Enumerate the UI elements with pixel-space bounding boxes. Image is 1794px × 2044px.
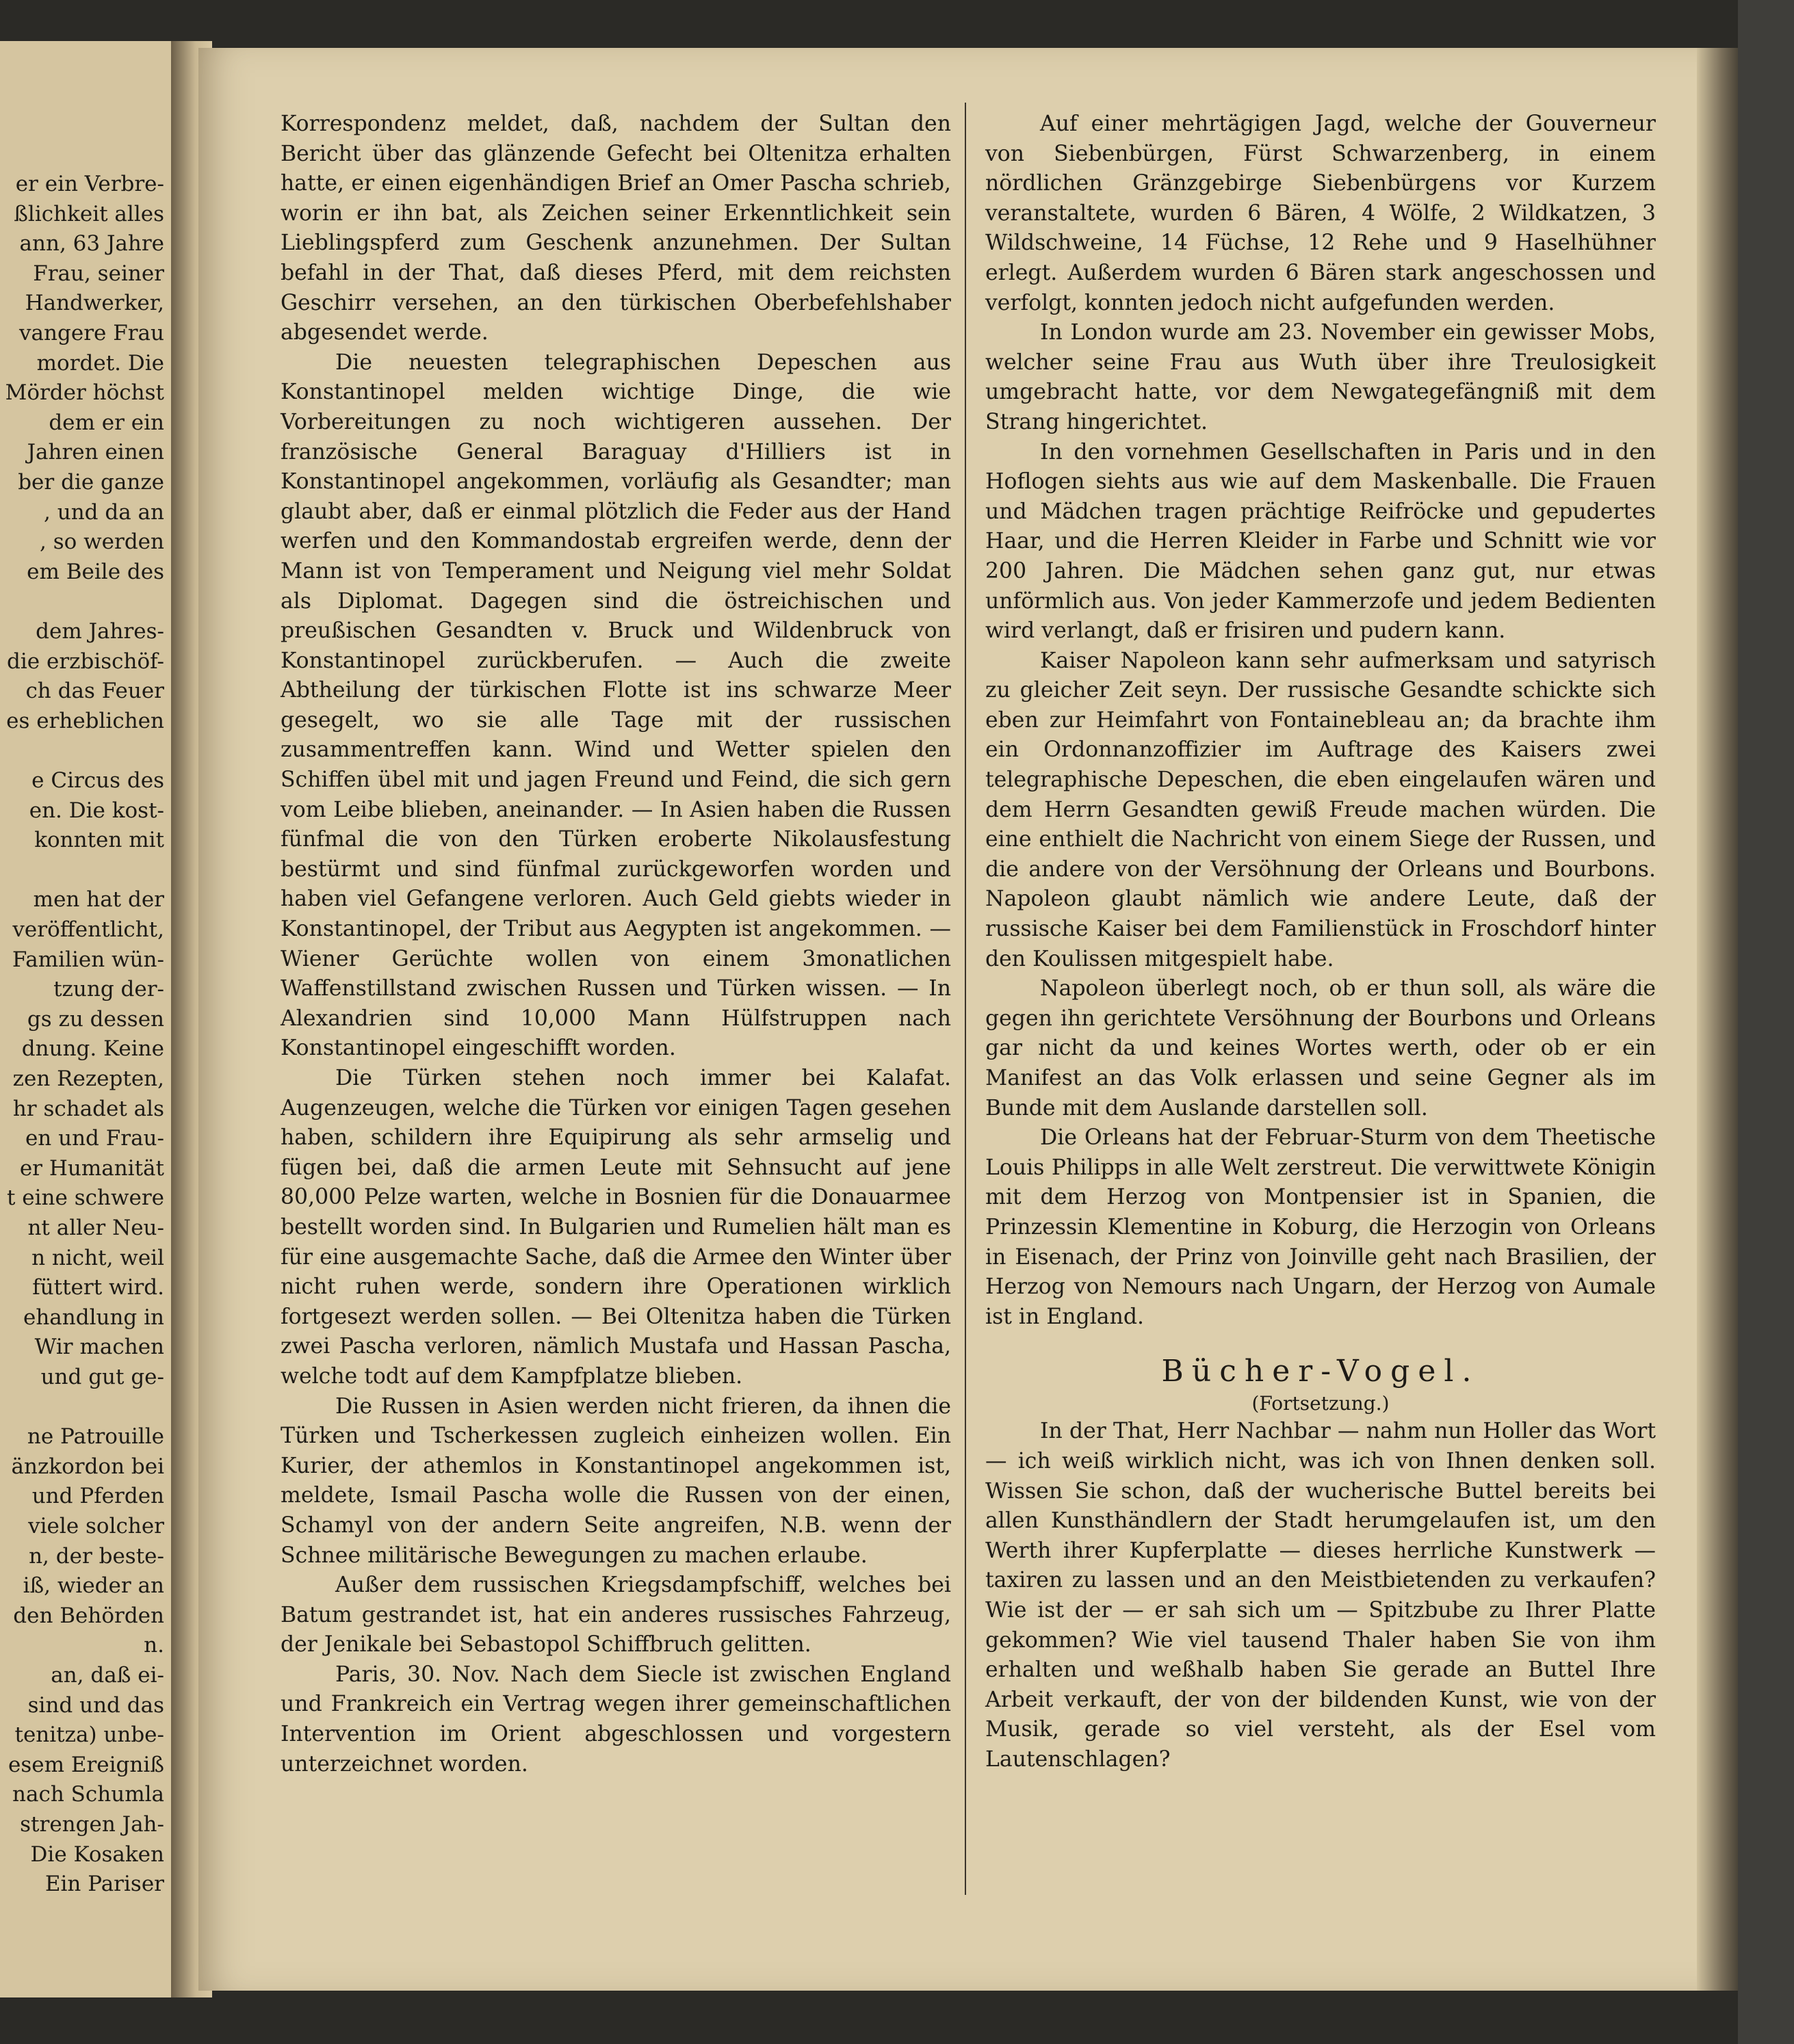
left-page-text-fragment: en und Frau-	[25, 1126, 164, 1151]
left-page-edge	[0, 41, 198, 1997]
left-page-text-fragment: en. Die kost-	[29, 798, 164, 823]
left-page-text-fragment: Familien wün-	[12, 947, 164, 972]
left-page-text-fragment: ber die ganze	[18, 470, 164, 495]
left-page-text-fragment: Ein Pariser	[44, 1872, 164, 1897]
paragraph: Napoleon überlegt noch, ob er thun soll, als wäre die gegen ihn gerichtete Versöhnung der Bourbons und Orleans gar nicht da und keines Wortes werth, oder ob er ein Manifest an das Volk erlassen und seine Gegner als im Bunde mit dem Auslande darstellen soll.	[985, 976, 1656, 1121]
article-column-middle	[281, 109, 951, 1779]
left-page-text-fragment: , so werden	[40, 529, 164, 555]
paragraph: Paris, 30. Nov. Nach dem Siecle ist zwischen England und Frankreich ein Vertrag wegen ihrer gemeinschaftlichen Intervention im Orient abgeschlossen und vorgestern unterzeichnet worden.	[281, 1662, 951, 1777]
paragraph: Die neuesten telegraphischen Depeschen aus Konstantinopel melden wichtige Dinge, die wie Vorbereitungen zu noch wichtigeren aussehen. Der französische General Baraguay d'Hilliers ist in Konstantinopel angekommen, vorläufig als Gesandter; man glaubt aber, daß er einmal plötzlich die Feder aus der Hand werfen und den Kommandostab ergreifen werde, denn der Mann ist von Temperament und Neigung viel mehr Soldat als Diplomat. Dagegen sind die östreichischen und preußischen Gesandten v. Bruck und Wildenbruck von Konstantinopel zurückberufen. — Auch die zweite Abtheilung der türkischen Flotte ist ins schwarze Meer gesegelt, wo sie alle Tage mit der russischen zusammentreffen kann. Wind und Wetter spielen den Schiffen übel mit und jagen Freund und Feind, die sich gern vom Leibe blieben, aneinander. — In Asien haben die Russen fünfmal die von den Türken eroberte Nikolausfestung bestürmt und sind fünfmal zurückgeworfen worden und haben viel Gefangene verloren. Auch Geld giebts wieder in Konstantinopel, der Tribut aus Aegypten ist angekommen. — Wiener Gerüchte wollen von einem 3monatlichen Waffenstillstand zwischen Russen und Türken wissen. — In Alexandrien sind 10,000 Mann Hülfstruppen nach Konstantinopel eingeschifft worden.	[281, 350, 951, 1061]
left-page-text-fragment: esem Ereigniß	[8, 1752, 164, 1777]
left-page-text-fragment: viele solcher	[28, 1514, 164, 1538]
left-page-text-fragment: zen Rezepten,	[12, 1066, 164, 1091]
left-page-text-fragment: hr schadet als	[12, 1096, 164, 1121]
left-page-text-fragment: Frau, seiner	[33, 261, 164, 286]
left-page-text-fragment: sind und das	[27, 1692, 164, 1718]
left-page-text-fragment: konnten mit	[34, 828, 164, 853]
paragraph: Die Orleans hat der Februar-Sturm von dem Theetische Louis Philipps in alle Welt zerstreut. Die verwittwete Königin mit dem Herzog von Montpensier ist in Spanien, die Prinzessin Klementine in Koburg, die Herzogin von Orleans in Eisenach, der Prinz von Joinville geht nach Brasilien, der Herzog von Nemours nach Ungarn, der Herzog von Aumale ist in England.	[985, 1125, 1656, 1329]
paragraph: In London wurde am 23. November ein gewisser Mobs, welcher seine Frau aus Wuth über ihre Treulosigkeit umgebracht hatte, vor dem Newgategefängniß mit dem Strang hingerichtet.	[985, 320, 1656, 434]
left-page-text-fragment: vangere Frau	[19, 321, 164, 345]
left-page-text-fragment: tenitza) unbe-	[14, 1722, 164, 1748]
left-page-text-fragment: iß, wieder an	[23, 1573, 164, 1599]
left-page-text-fragment: an, daß ei-	[51, 1663, 164, 1688]
left-page-text-fragment: dem Jahres-	[36, 619, 164, 644]
book-cover-board	[1738, 0, 1794, 2044]
left-page-text-fragment: er ein Verbre-	[15, 172, 164, 196]
left-page-text-fragment: Mörder höchst	[5, 380, 164, 406]
left-page-text-fragment: nt aller Neu-	[27, 1216, 164, 1240]
paragraph: Die Russen in Asien werden nicht frieren, da ihnen die Türken und Tscherkessen zugleich einheizen wollen. Ein Kurier, der athemlos in Konstantinopel angekommen ist, meldete, Ismail Pascha wolle die Russen von der einen, Schamyl von der andern Seite angreifen, N.B. wenn der Schnee militärische Bewegungen zu machen erlaube.	[281, 1393, 951, 1568]
page-edge	[1697, 48, 1738, 1991]
left-page-text-fragment: ch das Feuer	[25, 679, 164, 704]
left-page-text-fragment: änzkordon bei	[11, 1454, 164, 1479]
left-page-text-fragment: dem er ein	[49, 410, 164, 435]
left-page-text-fragment: mordet. Die	[36, 350, 164, 376]
left-page-text-fragment: ne Patrouille	[27, 1424, 164, 1450]
left-page-text-fragment: er Humanität	[19, 1155, 164, 1181]
left-page-text-fragment: em Beile des	[27, 559, 164, 584]
left-page-text-fragment: n.	[144, 1633, 164, 1658]
left-page-text-fragment: nach Schumla	[12, 1782, 164, 1807]
paragraph: In der That, Herr Nachbar — nahm nun Holler das Wort — ich weiß wirklich nicht, was ich von Ihnen denken soll. Wissen Sie schon, daß der wucherische Buttel bereits bei allen Kunsthändlern der Stadt herumgelaufen ist, um den Werth ihrer Kupferplatte — dieses herrliche Kunstwerk — taxiren zu lassen und an den Meistbietenden zu verkaufen? Wie ist der — er sah sich um — Spitzbube zu Ihrer Platte gekommen? Wie viel tausend Thaler haben Sie von ihm erhalten und weßhalb haben Sie gerade an Buttel Ihre Arbeit verkauft, der von der bildenden Kunst, wie von der Musik, gerade so viel versteht, als der Esel vom Lautenschlagen?	[985, 1419, 1656, 1772]
left-page-text-fragment: Jahren einen	[27, 440, 164, 465]
left-page-text-fragment: Handwerker,	[25, 291, 164, 316]
left-page-text-fragment: füttert wird.	[32, 1275, 164, 1300]
article-column-right	[985, 109, 1656, 1774]
left-page-text-fragment: den Behörden	[13, 1603, 164, 1628]
left-page-text-fragment: und Pferden	[31, 1484, 164, 1509]
left-page-text-fragment: Wir machen	[34, 1335, 164, 1360]
left-page-text-fragment: t eine schwere	[6, 1185, 164, 1211]
left-page-text-fragment: und gut ge-	[40, 1365, 164, 1389]
left-page-text-fragment: strengen Jah-	[20, 1812, 164, 1837]
paragraph: Auf einer mehrtägigen Jagd, welche der Gouverneur von Siebenbürgen, Fürst Schwarzenberg, in einem nördlichen Gränzgebirge Siebenbürgens vor Kurzem veranstaltete, wurden 6 Bären, 4 Wölfe, 2 Wildkatzen, 3 Wildschweine, 14 Füchse, 12 Rehe und 9 Haselhühner erlegt. Außerdem wurden 6 Bären stark angeschossen und verfolgt, konnten jedoch nicht aufgefunden werden.	[985, 112, 1656, 315]
left-page-text-fragment: ann, 63 Jahre	[19, 231, 164, 257]
left-page-text-fragment: es erheblichen	[6, 708, 164, 733]
paragraph: Kaiser Napoleon kann sehr aufmerksam und satyrisch zu gleicher Zeit seyn. Der russische Gesandte schickte sich eben zur Heimfahrt von Fontainebleau an; da brachte ihm ein Ordonnanzoffizier im Auftrage des Kaisers zwei telegraphische Depeschen, die eben eingelaufen wären und dem Herrn Gesandten gewiß Freude machen würden. Die eine enthielt die Nachricht von einem Siege der Russen, und die andere von der Versöhnung der Orleans und Bourbons. Napoleon glaubt nämlich wie andere Leute, daß der russische Kaiser bei dem Familienstück in Froschdorf hinter den Koulissen mitgespielt habe.	[985, 648, 1656, 971]
left-page-text-fragment: die erzbischöf-	[7, 648, 164, 674]
paragraph: Korrespondenz meldet, daß, nachdem der Sultan den Bericht über das glänzende Gefecht bei Oltenitza erhalten hatte, er einen eigenhändigen Brief an Omer Pascha schrieb, worin er ihn bat, als Zeichen seiner Erkenntlichkeit sein Lieblingspferd zum Geschenk anzunehmen. Der Sultan befahl in der That, daß dieses Pferd, mit dem reichsten Geschirr versehen, an den türkischen Oberbefehlshaber abgesendet werde.	[281, 112, 951, 345]
paragraph: Außer dem russischen Kriegsdampfschiff, welches bei Batum gestrandet ist, hat ein anderes russisches Fahrzeug, der Jenikale bei Sebastopol Schiffbruch gelitten.	[281, 1573, 951, 1658]
left-page-text-fragment: Die Kosaken	[30, 1842, 164, 1867]
left-page-text-fragment: n, der beste-	[29, 1543, 164, 1569]
paragraph: In den vornehmen Gesellschaften in Paris und in den Hoflogen siehts aus wie auf dem Maskenballe. Die Frauen und Mädchen tragen prächtige Reifröcke und gepudertes Haar, und die Herren Kleider in Farbe und Schnitt wie vor 200 Jahren. Die Mädchen sehen ganz gut, nur etwas unförmlich aus. Von jeder Kammerzofe und jedem Bedienten wird verlangt, daß er frisiren und pudern kann.	[985, 439, 1656, 644]
left-page-text-fragment: gs zu dessen	[27, 1006, 164, 1032]
left-page-text-fragment: ßlichkeit alles	[14, 201, 164, 226]
column-rule	[965, 103, 966, 1895]
left-page-text-fragment: ehandlung in	[23, 1305, 164, 1330]
left-page-text-fragment: e Circus des	[31, 768, 164, 793]
section-subheading: (Fortsetzung.)	[1251, 1392, 1390, 1415]
left-page-text-fragment: men hat der	[33, 887, 164, 913]
left-page-text-fragment: n nicht, weil	[31, 1245, 164, 1270]
section-heading: Bücher-Vogel.	[1161, 1354, 1480, 1389]
left-page-text-fragment: dnung. Keine	[21, 1036, 164, 1062]
left-page-text-fragment: tzung der-	[53, 977, 164, 1002]
left-page-text-fragment: veröffentlicht,	[12, 917, 164, 942]
left-page-text-fragment: , und da an	[44, 499, 164, 525]
paragraph: Die Türken stehen noch immer bei Kalafat. Augenzeugen, welche die Türken vor einigen Tagen gesehen haben, schildern ihre Equipirung als sehr armselig und fügen bei, daß die armen Leute mit Sehnsucht auf jene 80,000 Pelze warten, welche in Bosnien für die Donauarmee bestellt worden sind. In Bulgarien und Rumelien hält man es für eine ausgemachte Sache, daß die Armee den Winter über nicht ruhen werde, sondern ihre Operationen wirklich fortgesezt werden sollen. — Bei Oltenitza haben die Türken zwei Pascha verloren, nämlich Mustafa und Hassan Pascha, welche todt auf dem Kampfplatze blieben.	[281, 1066, 951, 1389]
